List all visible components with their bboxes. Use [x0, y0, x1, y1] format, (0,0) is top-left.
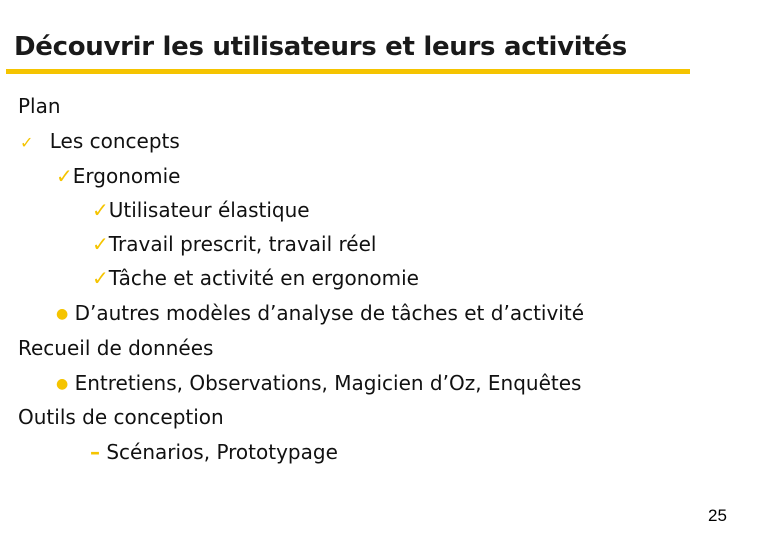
scenarios-label: Scénarios, Prototypage — [106, 440, 338, 464]
concepts-label: Les concepts — [49, 129, 180, 153]
checkmark-icon: ✓ — [56, 164, 73, 188]
utilisateur-label: Utilisateur élastique — [108, 198, 310, 222]
dash-bullet-icon: – — [90, 440, 100, 464]
outline-item-scenarios — [90, 440, 338, 464]
page-number: 25 — [708, 506, 727, 525]
outline-item-recueil — [18, 336, 213, 360]
autres-modeles-label: D’autres modèles d’analyse de tâches et d’activité — [74, 301, 585, 325]
outils-label: Outils de conception — [18, 405, 224, 429]
plan-label: Plan — [18, 94, 61, 118]
checkmark-icon: ✓ — [92, 266, 109, 290]
ergonomie-label: Ergonomie — [72, 164, 181, 188]
title-underline — [6, 69, 690, 74]
bullet-dot-icon: ● — [56, 376, 69, 392]
outline-item-tache — [92, 266, 419, 290]
outline-item-utilisateur — [92, 198, 310, 222]
outline-item-entretiens — [56, 371, 581, 398]
recueil-label: Recueil de données — [18, 336, 214, 360]
checkmark-icon: ✓ — [92, 198, 109, 222]
travail-label: Travail prescrit, travail réel — [108, 232, 377, 256]
outline-item-plan — [18, 94, 61, 118]
entretiens-label: Entretiens, Observations, Magicien d’Oz, Enquêtes — [74, 371, 582, 395]
outline-item-concepts — [20, 129, 180, 155]
tache-label: Tâche et activité en ergonomie — [108, 266, 419, 290]
slide-title: Découvrir les utilisateurs et leurs activités — [14, 32, 627, 62]
outline-item-ergonomie — [56, 164, 180, 188]
outline-item-outils — [18, 405, 224, 429]
checkmark-icon: ✓ — [92, 232, 109, 256]
checkmark-icon: ✓ — [20, 133, 34, 152]
bullet-dot-icon: ● — [56, 306, 69, 322]
outline-item-travail — [92, 232, 376, 256]
outline-item-autres-modeles — [56, 301, 584, 328]
